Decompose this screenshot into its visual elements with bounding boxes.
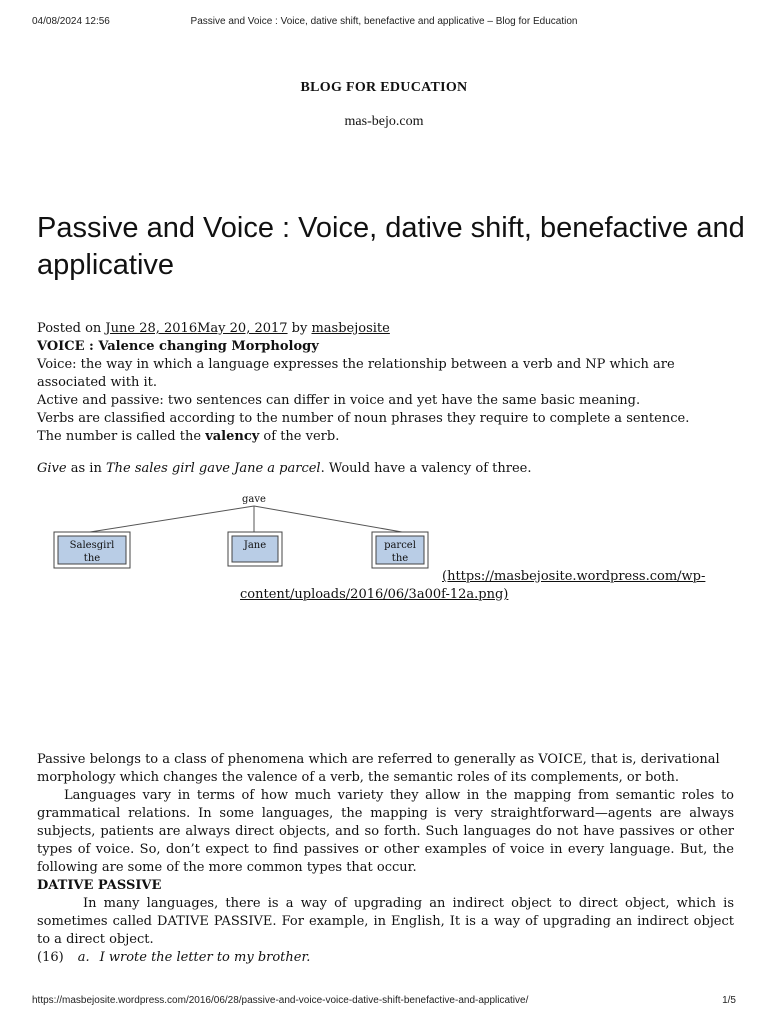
give-term: Give — [37, 461, 67, 476]
site-title[interactable]: BLOG FOR EDUCATION — [300, 80, 468, 95]
valency-three-text: . Would have a valency of three. — [320, 461, 532, 476]
tree-edge-right — [254, 506, 402, 532]
post-meta — [37, 320, 734, 338]
posted-on-label: Posted on — [37, 321, 106, 336]
post-meta-and-intro — [37, 320, 734, 478]
image-link-block — [240, 568, 734, 604]
node-label: the — [83, 553, 101, 564]
by-label: by — [287, 321, 312, 336]
heading-dative-passive: DATIVE PASSIVE — [37, 878, 162, 893]
date-published: June 28, 2016 — [105, 321, 198, 336]
paragraph-give-example — [37, 460, 734, 478]
valency-tail: of the verb. — [259, 429, 340, 444]
print-page-number: 1/5 — [722, 995, 736, 1006]
author-link[interactable]: masbejosite — [311, 321, 390, 336]
as-in-text: as in — [66, 461, 106, 476]
print-page-title: Passive and Voice : Voice, dative shift, benefactive and applicative – Blog for Education — [190, 16, 578, 27]
site-domain: mas-bejo.com — [344, 114, 424, 129]
print-url: https://masbejosite.wordpress.com/2016/06/28/passive-and-voice-voice-dative-shift-benefactive-and-applicative/ — [32, 995, 529, 1006]
node-label: parcel — [384, 540, 416, 551]
date-updated: May 20, 2017 — [197, 321, 288, 336]
valency-tree-diagram[interactable] — [52, 490, 416, 572]
tree-node-jane — [228, 532, 282, 566]
paragraph-dative: In many languages, there is a way of upgrading an indirect object to direct object, which is sometimes called DATIVE PASSIVE. For example, in English, It is a way of upgrading an indirect object to a direct object. — [37, 896, 734, 947]
paragraph-passive-class: Passive belongs to a class of phenomena which are referred to generally as VOICE, that is, derivational morphology which changes the valence of a verb, the semantic roles of its complements, or both. — [37, 752, 720, 785]
paragraph-active-passive: Active and passive: two sentences can differ in voice and yet have the same basic meaning. — [37, 393, 641, 408]
node-label: Salesgirl — [69, 540, 115, 551]
paragraph-valency — [37, 428, 734, 446]
valency-lead: The number is called the — [37, 429, 206, 444]
tree-node-parcel — [372, 532, 428, 568]
example-16 — [37, 949, 734, 967]
image-source-link[interactable]: (https://masbejosite.wordpress.com/wp-content/uploads/2016/06/3a00f-12a.png) — [240, 569, 706, 602]
post-body-main — [37, 751, 734, 967]
node-label: the — [391, 553, 409, 564]
example-number: (16) — [37, 950, 64, 965]
tree-node-salesgirl — [54, 532, 130, 568]
tree-edge-left — [90, 506, 254, 532]
paragraph-verbs-classified: Verbs are classified according to the number of noun phrases they require to complete a sentence. — [37, 411, 690, 426]
tree-root-label: gave — [242, 494, 266, 505]
post-date-link[interactable] — [105, 321, 287, 336]
print-datetime: 04/08/2024 12:56 — [32, 16, 110, 27]
valency-term: valency — [205, 429, 260, 444]
paragraph-languages-vary: Languages vary in terms of how much variety they allow in the mapping from semantic roles to grammatical relations. In some languages, the mapping is very straightforward—agents are always subjects, patients are always direct objects, and so forth. Such languages do not have passives or other types of voice. So, don’t expect to find passives or other examples of voice in every language. But, the following are some of the more common types that occur. — [37, 788, 734, 875]
post-title: Passive and Voice : Voice, dative shift, benefactive and applicative — [37, 212, 745, 281]
example-sentence: The sales girl gave Jane a parcel — [105, 461, 321, 476]
paragraph-voice-definition: Voice: the way in which a language expresses the relationship between a verb and NP which are associated with it. — [37, 357, 675, 390]
heading-voice: VOICE : Valence changing Morphology — [37, 339, 319, 354]
example-text: I wrote the letter to my brother. — [99, 950, 311, 965]
node-label: Jane — [243, 540, 267, 551]
example-letter: a. — [77, 950, 90, 965]
